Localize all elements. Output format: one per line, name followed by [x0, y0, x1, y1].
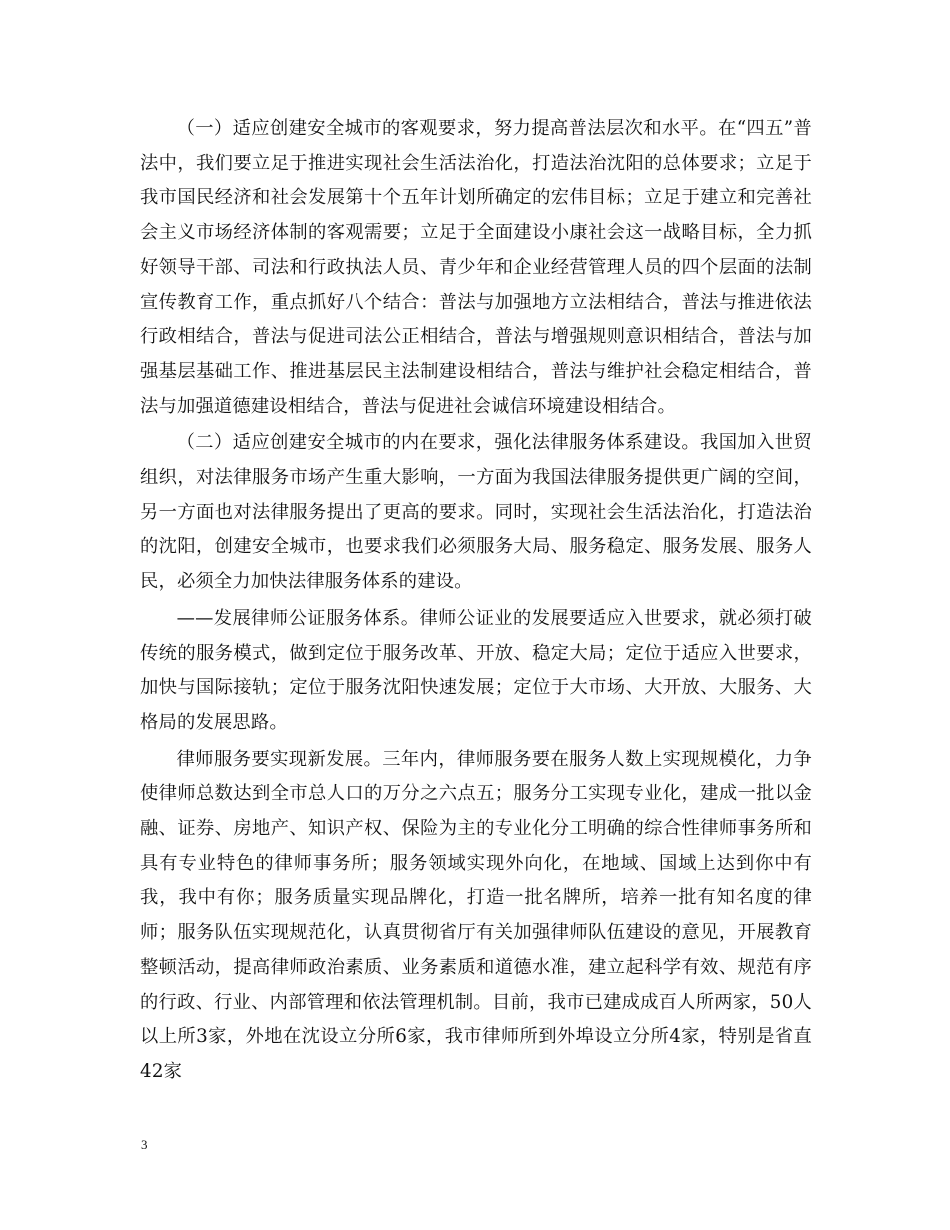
- paragraph-3: ——发展律师公证服务体系。律师公证业的发展要适应入世要求，就必须打破传统的服务模式，做到定位于服务改革、开放、稳定大局；定位于适应入世要求，加快与国际接轨；定位于服务沈阳快速发展；定位于大市场、大开放、大服务、大格局的发展思路。: [140, 607, 812, 733]
- paragraph-2: （二）适应创建安全城市的内在要求，强化法律服务体系建设。我国加入世贸组织，对法律服务市场产生重大影响，一方面为我国法律服务提供更广阔的空间，另一方面也对法律服务提出了更高的要求。同时，实现社会生活法治化，打造法治的沈阳，创建安全城市，也要求我们必须服务大局、服务稳定、服务发展、服务人民，必须全力加快法律服务体系的建设。: [140, 432, 812, 593]
- document-body: [140, 112, 812, 1090]
- page-number: 3: [141, 1137, 148, 1152]
- paragraph-4: 律师服务要实现新发展。三年内，律师服务要在服务人数上实现规模化，力争使律师总数达到全市总人口的万分之六点五；服务分工实现专业化，建成一批以金融、证券、房地产、知识产权、保险为主的专业化分工明确的综合性律师事务所和具有专业特色的律师事务所；服务领域实现外向化，在地域、国域上达到你中有我，我中有你；服务质量实现品牌化，打造一批名牌所，培养一批有知名度的律师；服务队伍实现规范化，认真贯彻省厅有关加强律师队伍建设的意见，开展教育整顿活动，提高律师政治素质、业务素质和道德水准，建立起科学有效、规范有序的行政、行业、内部管理和依法管理机制。目前，我市已建成成百人所两家，50人以上所3家，外地在沈设立分所6家，我市律师所到外埠设立分所4家，特别是省直42家: [140, 748, 812, 1082]
- paragraph-1: （一）适应创建安全城市的客观要求，努力提高普法层次和水平。在“四五”普法中，我们要立足于推进实现社会生活法治化，打造法治沈阳的总体要求；立足于我市国民经济和社会发展第十个五年计划所确定的宏伟目标；立足于建立和完善社会主义市场经济体制的客观需要；立足于全面建设小康社会这一战略目标，全力抓好领导干部、司法和行政执法人员、青少年和企业经营管理人员的四个层面的法制宣传教育工作，重点抓好八个结合：普法与加强地方立法相结合，普法与推进依法行政相结合，普法与促进司法公正相结合，普法与增强规则意识相结合，普法与加强基层基础工作、推进基层民主法制建设相结合，普法与维护社会稳定相结合，普法与加强道德建设相结合，普法与促进社会诚信环境建设相结合。: [140, 118, 812, 417]
